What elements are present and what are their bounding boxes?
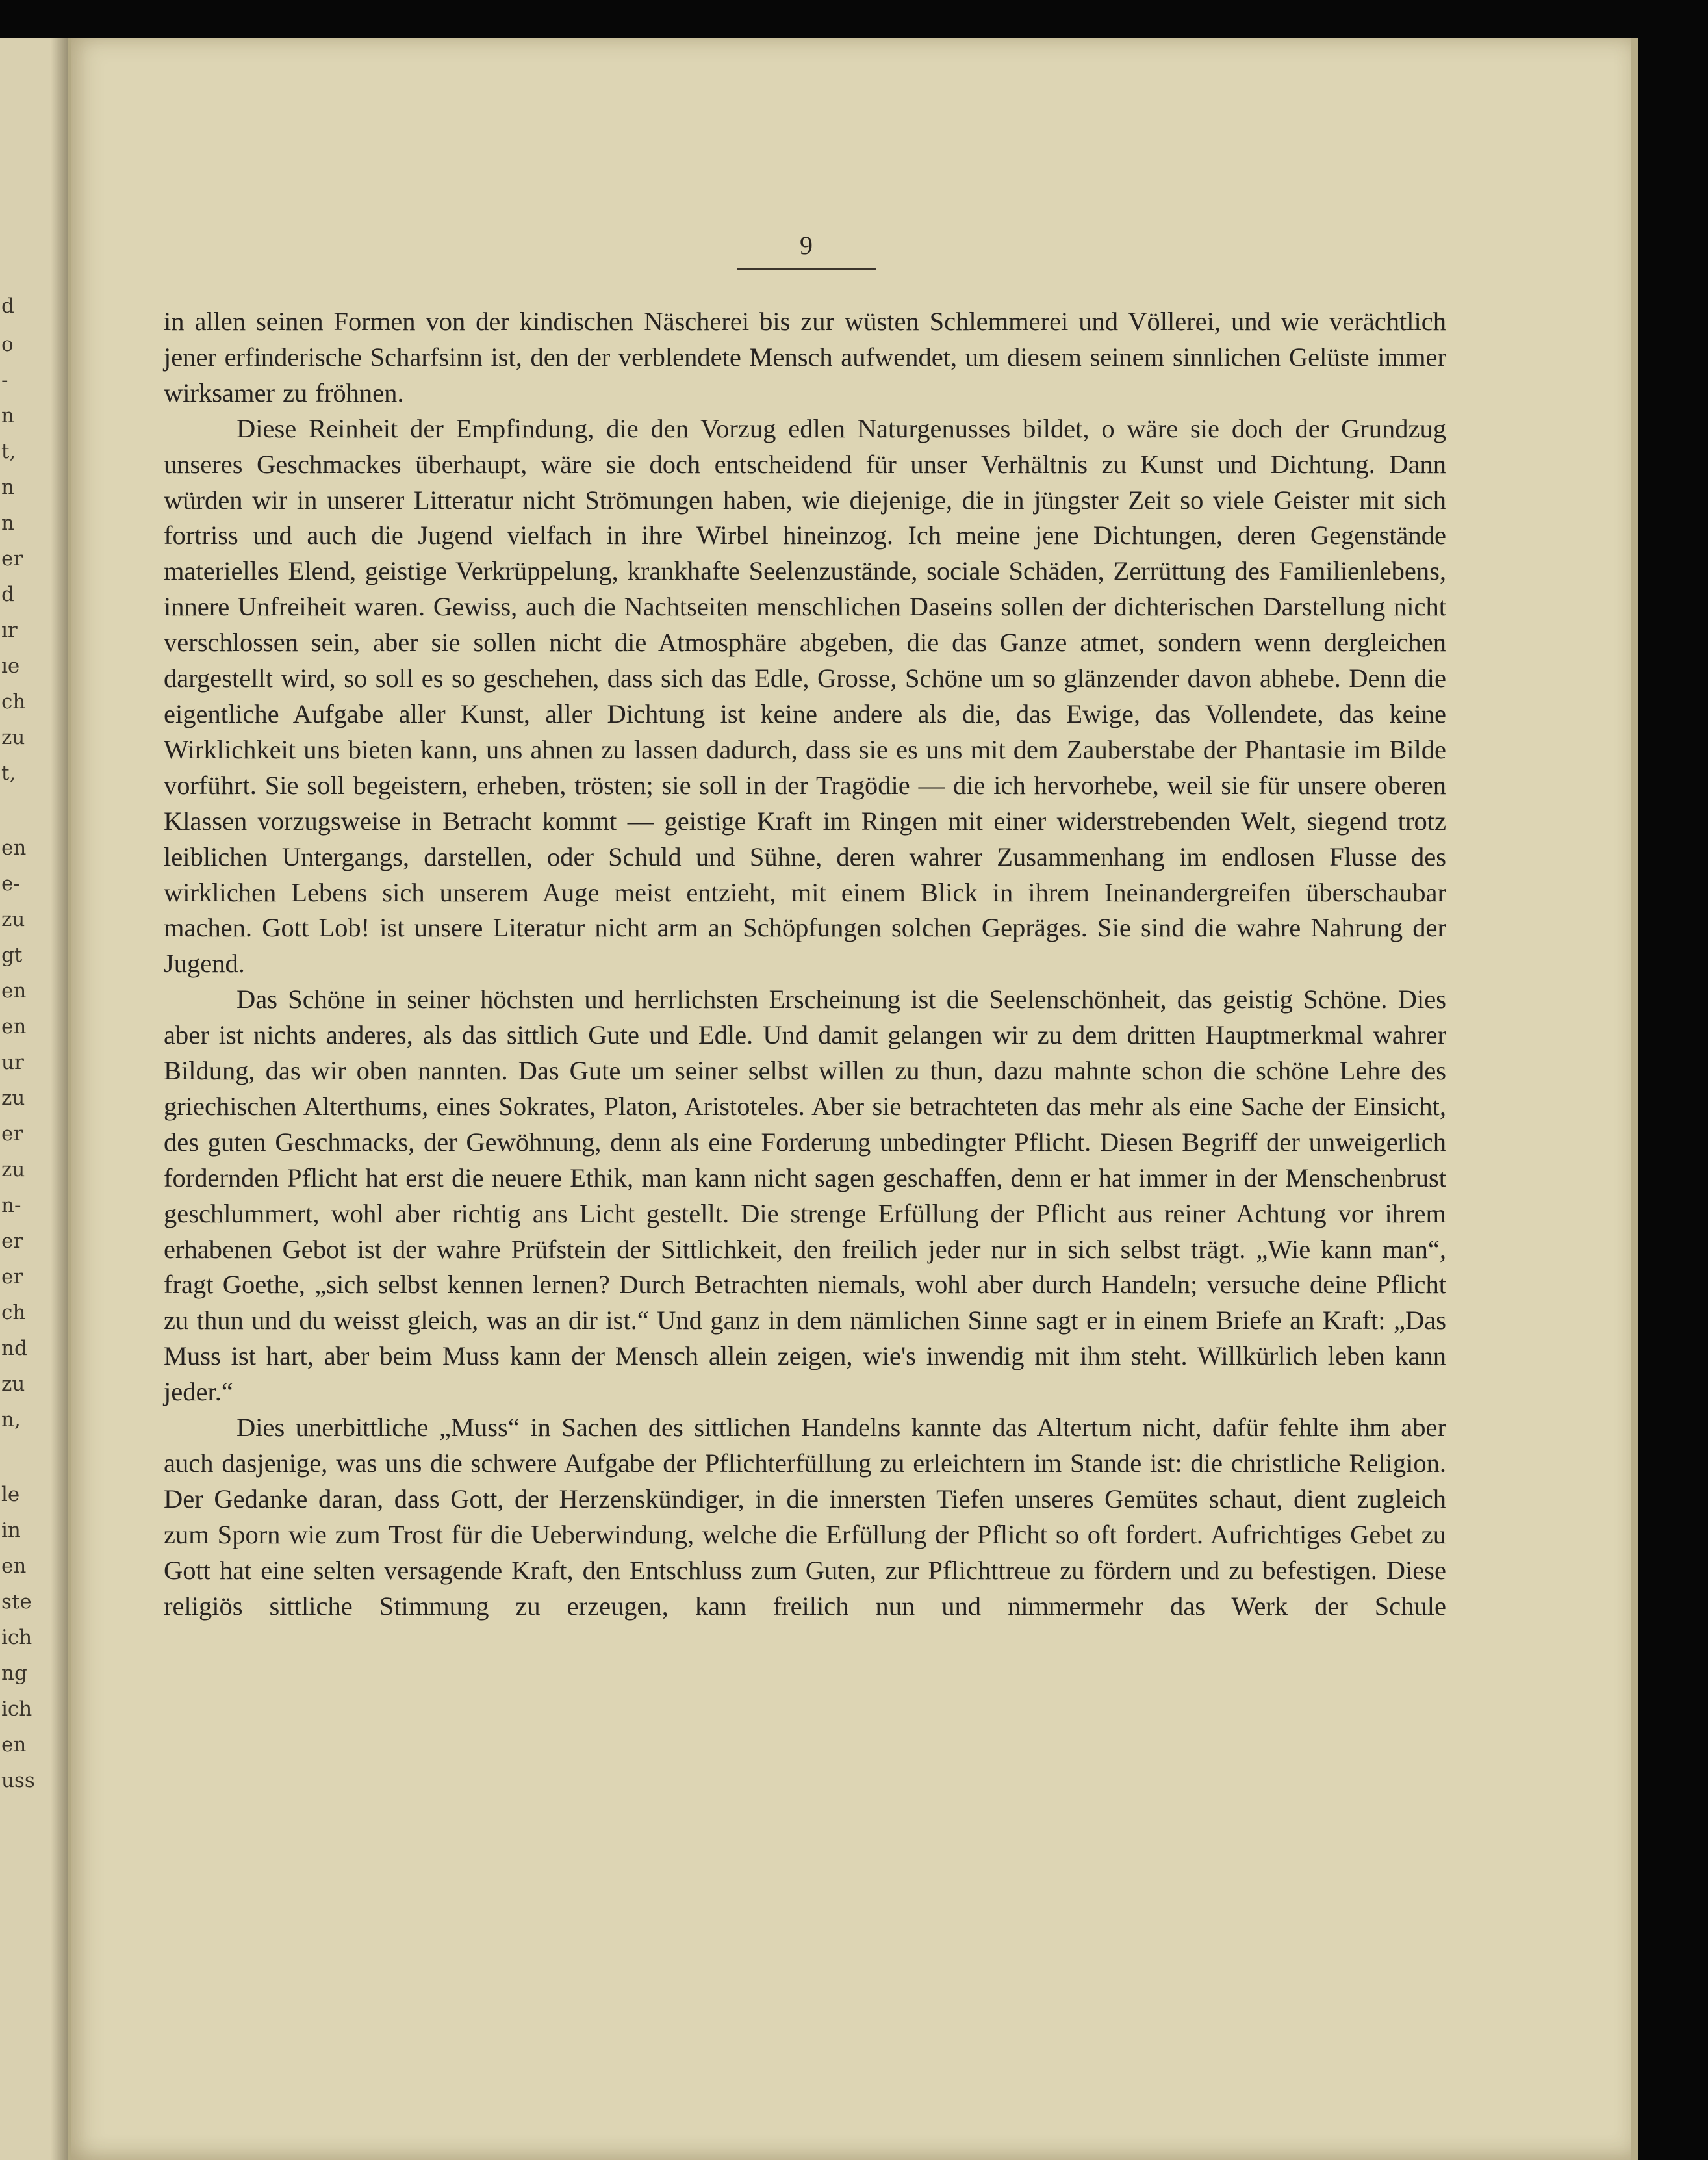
margin-fragment: n xyxy=(1,404,14,428)
margin-fragment: en xyxy=(1,1733,27,1756)
margin-fragment: - xyxy=(1,368,8,392)
margin-fragment: nd xyxy=(1,1337,27,1360)
margin-fragment: er xyxy=(1,1265,23,1289)
margin-fragment: en xyxy=(1,979,27,1003)
margin-fragment: in xyxy=(1,1519,21,1542)
margin-fragment: zu xyxy=(1,726,25,749)
facing-page-edge xyxy=(0,38,68,2160)
margin-fragment: ich xyxy=(1,1697,32,1721)
margin-fragment: ıe xyxy=(1,654,20,678)
margin-fragment: zu xyxy=(1,1158,25,1181)
page-edge xyxy=(1631,38,1638,2160)
page-gutter xyxy=(68,38,71,2160)
margin-fragment: ır xyxy=(1,619,18,642)
margin-fragment: d xyxy=(1,294,14,318)
paragraph: Das Schöne in seiner höchsten und herrlichsten Erscheinung ist die Seelenschönheit, das geistig Schöne. Dies aber ist nichts anderes, als das sittlich Gute und Edle. Und damit gelangen wir zu dem dritten Hauptmerkmal wahrer Bildung, das wir oben nannten. Das Gute um seiner selbst willen zu thun, dazu mahnte schon die schöne Lehre des griechischen Alterthums, eines Sokrates, Platon, Aristoteles. Aber sie betrachteten das mehr als eine Sache der Einsicht, des guten Geschmacks, der Gewöhnung, denn als eine Forderung unbedingter Pflicht. Diesen Begriff der unweigerlich fordernden Pflicht hat erst die neuere Ethik, man kann nicht sagen geschaffen, denn er hat immer in der Menschenbrust geschlummert, wohl aber richtig ans Licht gestellt. Die strenge Erfüllung der Pflicht aus reiner Achtung vor ihrem erhabenen Gebot ist der wahre Prüfstein der Sittlichkeit, den freilich jeder nur in sich selbst trägt. „Wie kann man“, fragt Goethe, „sich selbst kennen lernen? Durch Betrachten niemals, wohl aber durch Handeln; versuche deine Pflicht zu thun und du weisst gleich, was an dir ist.“ Und ganz in dem nämlichen Sinne sagt er in einem Briefe an Kraft: „Das Muss ist hart, aber beim Muss kann der Mensch allein zeigen, wie's inwendig mit ihm steht. Willkürlich leben kann jeder.“ xyxy=(164,984,1446,1407)
binding-shadow xyxy=(51,38,68,2160)
margin-fragment: ch xyxy=(1,1301,26,1324)
margin-fragment: t, xyxy=(1,440,16,463)
margin-fragment: ng xyxy=(1,1662,27,1685)
margin-fragment: n xyxy=(1,476,14,499)
margin-fragment: er xyxy=(1,547,23,571)
margin-fragment: en xyxy=(1,1015,27,1038)
margin-fragment: zu xyxy=(1,1372,25,1396)
page-number: 9 xyxy=(800,231,813,260)
margin-fragment: t, xyxy=(1,762,16,785)
margin-fragment: gt xyxy=(1,944,23,967)
margin-fragment: d xyxy=(1,583,14,606)
paragraph: Dies unerbittliche „Muss“ in Sachen des sittlichen Handelns kannte das Altertum nicht, dafür fehlte ihm aber auch dasjenige, was uns die schwere Aufgabe der Pflichterfüllung zu erleichtern im Stande ist: die christliche Religion. Der Gedanke daran, dass Gott, der Herzenskündiger, in die innersten Tiefen unseres Gemütes schaut, dient zugleich zum Sporn wie zum Trost für die Ueberwindung, welche die Erfüllung der Pflicht so oft fordert. Aufrichtiges Gebet zu Gott hat eine selten versagende Kraft, den Entschluss zum Guten, zur Pflichttreue zu fördern und zu befestigen. Diese religiös sittliche Stimmung zu erzeugen, kann freilich nun und nimmermehr das Werk der Schule xyxy=(164,1413,1446,1621)
margin-fragment: ur xyxy=(1,1051,24,1074)
page-header xyxy=(737,230,876,261)
margin-fragment: n xyxy=(1,511,14,535)
margin-fragment: n, xyxy=(1,1408,21,1432)
header-rule xyxy=(737,268,876,270)
paragraph: Diese Reinheit der Empfindung, die den Vorzug edlen Naturgenusses bildet, o wäre sie doch der Grundzug unseres Geschmackes überhaupt, wäre sie doch entscheidend für unser Verhältnis zu Kunst und Dichtung. Dann würden wir in unserer Litteratur nicht Strömungen haben, wie diejenige, die in jüngster Zeit so viele Geister mit sich fortriss und auch die Jugend vielfach in ihre Wirbel hineinzog. Ich meine jene Dichtungen, deren Gegenstände materielles Elend, geistige Verkrüppelung, krankhafte Seelenzustände, sociale Schäden, Zerrüttung des Familienlebens, innere Unfreiheit waren. Gewiss, auch die Nachtseiten menschlichen Daseins sollen der dichterischen Darstellung nicht verschlossen sein, aber sie sollen nicht die Atmosphäre abgeben, die das Ganze atmet, sondern wenn dergleichen dargestellt wird, so soll es so geschehen, dass sich das Edle, Grosse, Schöne um so glänzender davon abhebe. Denn die eigentliche Aufgabe aller Kunst, aller Dichtung ist keine andere als die, das Ewige, das Vollendete, das keine Wirklichkeit uns bieten kann, uns ahnen zu lassen dadurch, dass sie es uns mit dem Zauberstabe der Phantasie im Bilde vorführt. Sie soll begeistern, erheben, trösten; sie soll in der Tragödie — die ich hervorhebe, weil sie für unsere oberen Klassen vorzugsweise in Betracht kommt — geistige Kraft im Ringen mit einer widerstrebenden Welt, siegend trotz leiblichen Untergangs, darstellen, oder Schuld und Sühne, deren wahrer Zusammenhang im endlosen Flusse des wirklichen Lebens sich unserem Auge meist entzieht, mit einem Blick in ihrem Ineinandergreifen überschaubar machen. Gott Lob! ist unsere Literatur nicht arm an Schöpfungen solchen Gepräges. Sie sind die wahre Nahrung der Jugend. xyxy=(164,413,1446,979)
margin-fragment: ich xyxy=(1,1626,32,1649)
margin-fragment: er xyxy=(1,1122,23,1146)
margin-fragment: n- xyxy=(1,1194,21,1217)
margin-fragment: en xyxy=(1,836,27,860)
margin-fragment: zu xyxy=(1,1086,25,1110)
paragraph: in allen seinen Formen von der kindischen Näscherei bis zur wüsten Schlemmerei und Völlerei, und wie verächtlich jener erfinderische Scharfsinn ist, den der verblendete Mensch aufwendet, um diesem seinem sinnlichen Gelüste immer wirksamer zu fröhnen. xyxy=(164,307,1446,407)
margin-fragment: ch xyxy=(1,690,26,714)
margin-fragment: en xyxy=(1,1554,27,1578)
margin-fragment: er xyxy=(1,1229,23,1253)
margin-fragment: le xyxy=(1,1483,20,1506)
margin-fragment: o xyxy=(1,333,14,356)
body-text xyxy=(164,304,1446,1625)
margin-fragment: e- xyxy=(1,872,20,895)
margin-fragment: zu xyxy=(1,908,25,931)
margin-fragment: uss xyxy=(1,1769,35,1792)
margin-fragment: ste xyxy=(1,1590,32,1614)
